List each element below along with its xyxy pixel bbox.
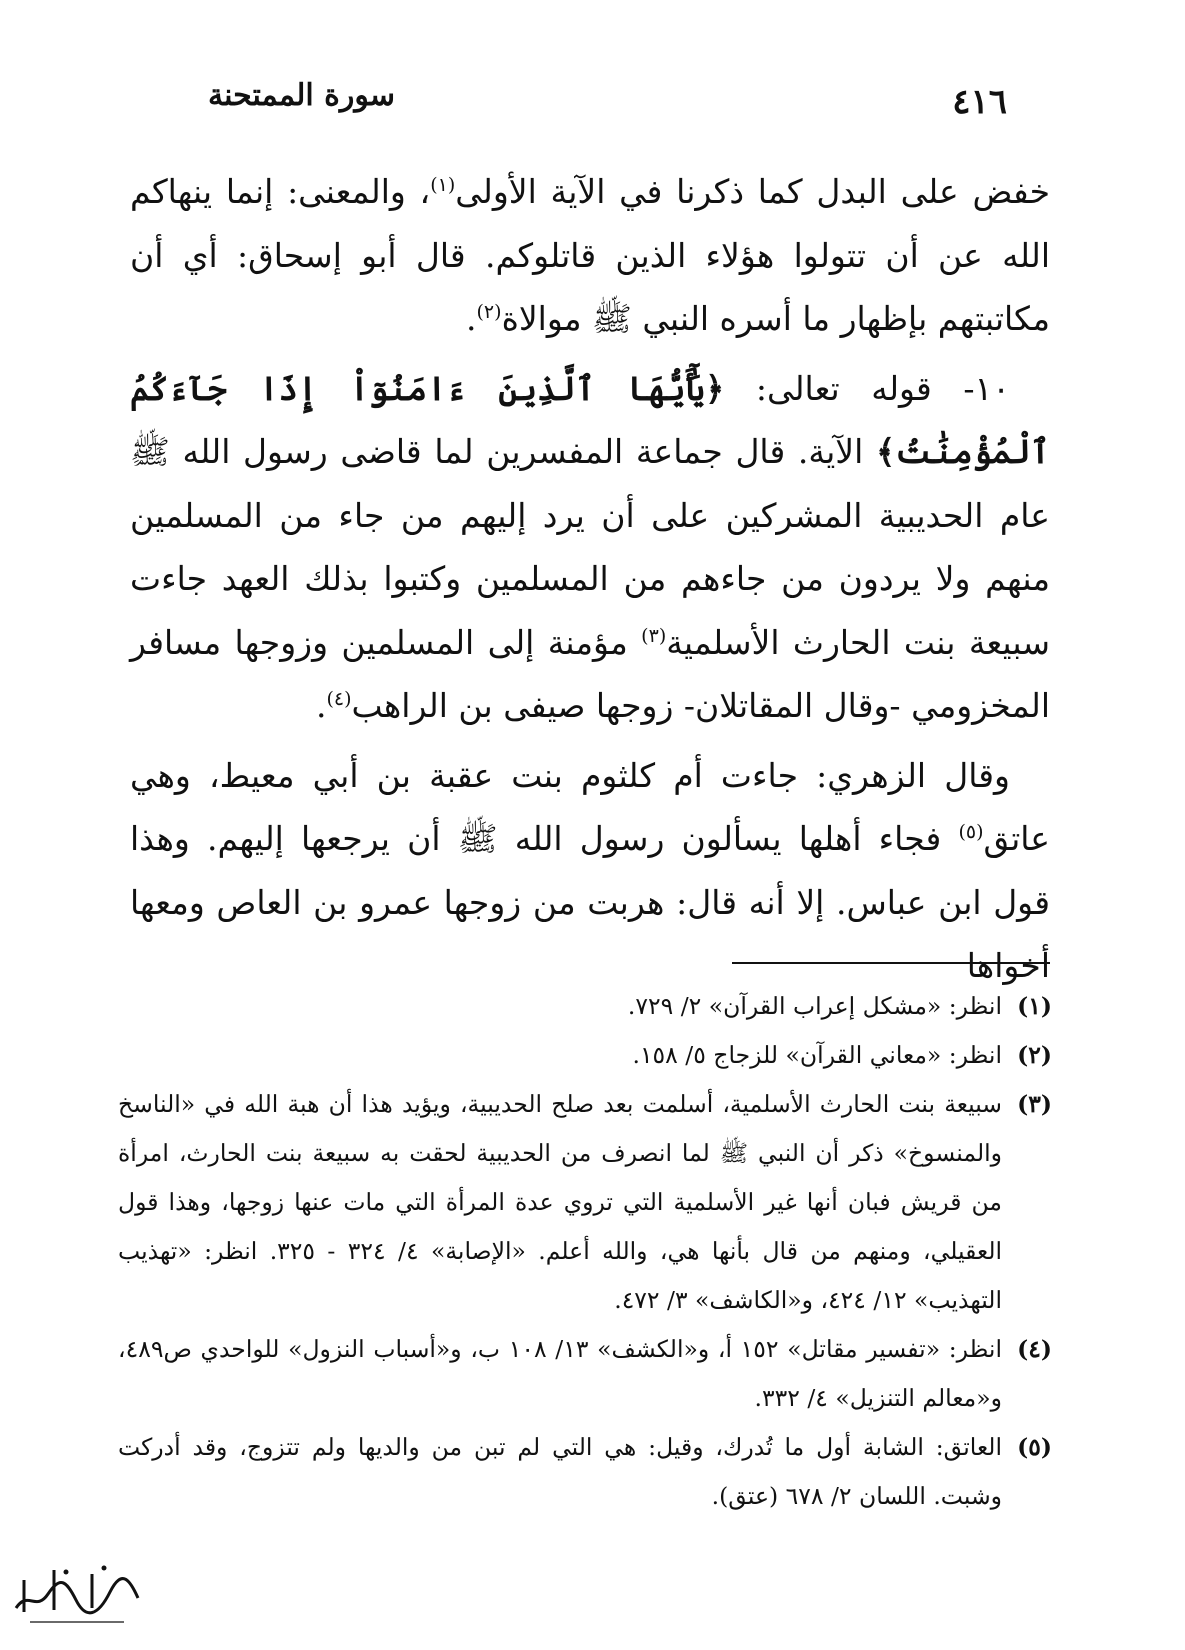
footnote-text: انظر: «تفسير مقاتل» ١٥٢ أ، و«الكشف» ١٣/ ١٠٨ ب، و«أسباب النزول» للواحدي ص٤٨٩، و«معالم التنزيل» ٤/ ٣٣٢. (118, 1335, 1002, 1412)
surah-title: سورة الممتحنة (208, 78, 396, 113)
footnote-ref-4: (٤) (326, 688, 352, 710)
footnote-5 (118, 1423, 1052, 1521)
paragraph-1 (130, 160, 1050, 351)
footnote-text: العاتق: الشابة أول ما تُدرك، وقيل: هي التي لم تبن من والديها ولم تتزوج، وقد أدركت وشبت. اللسان ٢/ ٦٧٨ (عتق). (118, 1433, 1002, 1510)
footnote-marker: (١) (1017, 992, 1052, 1020)
footnote-text: انظر: «مشكل إعراب القرآن» ٢/ ٧٢٩. (627, 992, 1002, 1020)
paragraph-3 (130, 744, 1050, 998)
footnote-text: سبيعة بنت الحارث الأسلمية، أسلمت بعد صلح الحديبية، ويؤيد هذا أن هبة الله في «الناسخ والمنسوخ» ذكر أن النبي ﷺ لما انصرف من الحديبية لحقت به سبيعة بنت الحارث، امرأة من قريش فبان أنها غير الأسلمية التي تروي عدة المرأة التي مات عنها زوجها، وهذا قول العقيلي، ومنهم من قال بأنها هي، والله أعلم. «الإصابة» ٤/ ٣٢٤ - ٣٢٥. انظر: «تهذيب التهذيب» ١٢/ ٤٢٤، و«الكاشف» ٣/ ٤٧٢. (118, 1090, 1003, 1314)
footnote-text: انظر: «معاني القرآن» للزجاج ٥/ ١٥٨. (632, 1041, 1002, 1069)
footnote-marker: (٤) (1017, 1335, 1052, 1363)
text-span: الآية. قال جماعة المفسرين لما قاضى رسول الله ﷺ عام الحديبية المشركين على أن يرد إليهم من جاء من المسلمين منهم ولا يردون من جاءهم من المسلمين وكتبوا بذلك العهد جاءت سبيعة بنت الحارث الأسلمية (130, 432, 1050, 662)
footnote-ref-3: (٣) (641, 624, 667, 647)
footnote-1 (118, 982, 1052, 1031)
footnote-ref-5: (٥) (958, 821, 984, 843)
footnote-separator (732, 962, 1050, 964)
text-span: . (315, 686, 327, 725)
footnote-4 (118, 1325, 1052, 1423)
footnote-marker: (٣) (1017, 1090, 1052, 1118)
text-span: خفض على البدل كما ذكرنا في الآية الأولى (455, 172, 1050, 211)
paragraph-2 (130, 357, 1050, 738)
footnote-ref-2: (٢) (476, 301, 502, 323)
main-text (130, 160, 1050, 998)
text-span: ، والمعنى: إنما ينهاكم الله عن أن تتولوا هؤلاء الذين قاتلوكم. قال أبو إسحاق: أي أن مكاتبتهم بإظهار ما أسره النبي ﷺ موالاة (130, 172, 1050, 338)
text-span: . (466, 299, 477, 338)
footnotes (118, 982, 1052, 1521)
footnote-ref-1: (١) (430, 174, 456, 196)
footnote-2 (118, 1031, 1052, 1080)
quran-verse: ﴿يَٰٓأَيُّهَا ٱلَّذِينَ ءَامَنُوٓاْ إِذَا جَآءَكُمُ ٱلْمُؤْمِنَٰتُ﴾ (130, 368, 1050, 471)
text-span: فجاء أهلها يسألون رسول الله ﷺ أن يرجعها إليهم. وهذا قول ابن عباس. إلا أنه قال: هربت من زوجها عمرو بن العاص ومعها أخواها (130, 819, 1050, 985)
text-span: ١٠- قوله تعالى: (724, 368, 1010, 408)
page-number: ٤١٦ (952, 82, 1007, 122)
footnote-marker: (٢) (1017, 1041, 1052, 1069)
footnote-marker: (٥) (1017, 1433, 1052, 1461)
footnote-3 (118, 1080, 1052, 1325)
running-head (178, 78, 1007, 128)
text-span: مؤمنة إلى المسلمين وزوجها مسافر المخزومي -وقال المقاتلان- زوجها صيفى بن الراهب (130, 622, 1050, 725)
text-span: وقال الزهري: جاءت أم كلثوم بنت عقبة بن أبي معيط، وهي عاتق (130, 755, 1050, 858)
library-seal-logo (6, 1550, 146, 1630)
